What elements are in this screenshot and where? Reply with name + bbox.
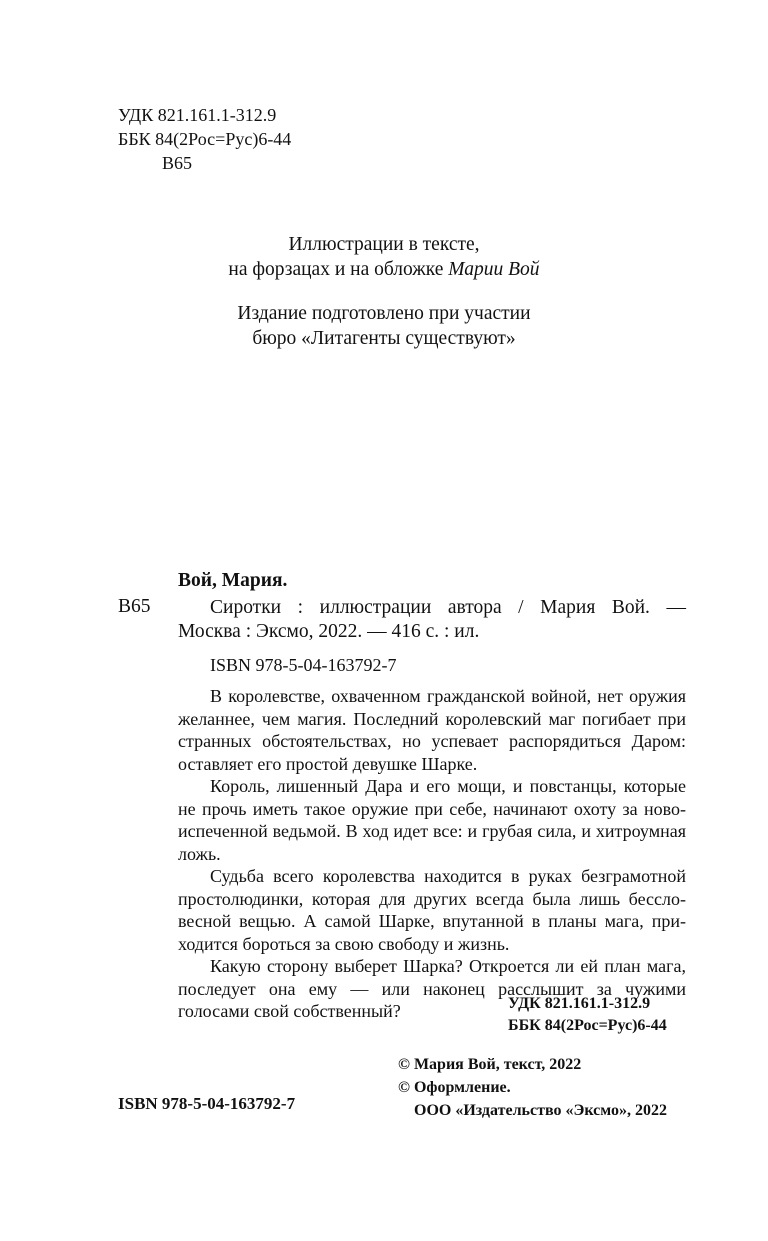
publication-line: Москва : Эксмо, 2022. — 416 с. : ил. xyxy=(178,621,480,642)
illustrator-name: Марии Вой xyxy=(448,259,540,280)
credits-line-3: Издание подготовлено при участии xyxy=(237,303,531,324)
title-line: Сиротки : иллюстрации автора / Мария Вой. — xyxy=(210,597,686,618)
annotation-paragraph-1: В королевстве, охваченном гражданской войной, нет оружия желаннее, чем магия. Последний королевский маг погибает при странных обстоятельствах, но успевает распорядиться Даром: оставляет его простой девушке Шарке. xyxy=(178,686,686,774)
catalog-bbk: ББК 84(2Рос=Рус)6-44 xyxy=(508,1017,667,1034)
record-author: Вой, Мария. xyxy=(178,570,288,591)
copyright-line-2: © Оформление. xyxy=(398,1079,511,1096)
record-author-sign: В65 xyxy=(118,596,151,617)
agency-credits xyxy=(0,301,768,351)
udk-code: УДК 821.161.1-312.9 xyxy=(118,105,277,125)
catalog-udk: УДК 821.161.1-312.9 xyxy=(508,995,651,1012)
illustration-credits xyxy=(0,232,768,282)
annotation-paragraph-4: Какую сторону выберет Шарка? Откроется ли ей план мага, последует она ему — или наконец расслышит за чужими голосами свой собственный? xyxy=(178,956,686,1021)
bbk-code: ББК 84(2Рос=Рус)6-44 xyxy=(118,129,292,149)
annotation xyxy=(178,685,686,1023)
author-sign: В65 xyxy=(162,153,193,173)
credits-line-2: на форзацах и на обложке Марии Вой xyxy=(228,259,540,280)
annotation-paragraph-3: Судьба всего королевства находится в руках безграмотной простолюдинки, которая для других всегда была лишь бессло-весной вещью. А самой Шарке, впутанной в планы мага, при-ходится бороться за свою свободу и жизнь. xyxy=(178,866,686,954)
credits-line-4: бюро «Литагенты существуют» xyxy=(252,328,516,349)
bottom-isbn: ISBN 978-5-04-163792-7 xyxy=(118,1094,296,1113)
bibliographic-description xyxy=(178,596,686,644)
copyright-block xyxy=(398,1053,667,1122)
annotation-paragraph-2: Король, лишенный Дара и его мощи, и повстанцы, которые не прочь иметь такое оружие при себе, начинают охоту за ново-испеченной ведьмой. В ход идет все: и грубая сила, и хитроумная ложь. xyxy=(178,776,686,864)
credits-line-1: Иллюстрации в тексте, xyxy=(288,234,480,255)
copyright-line-3: ООО «Издательство «Эксмо», 2022 xyxy=(414,1102,667,1119)
header-classification-codes xyxy=(118,103,291,175)
copyright-line-1: © Мария Вой, текст, 2022 xyxy=(398,1056,582,1073)
record-isbn: ISBN 978-5-04-163792-7 xyxy=(210,655,397,675)
catalog-codes xyxy=(508,993,667,1037)
